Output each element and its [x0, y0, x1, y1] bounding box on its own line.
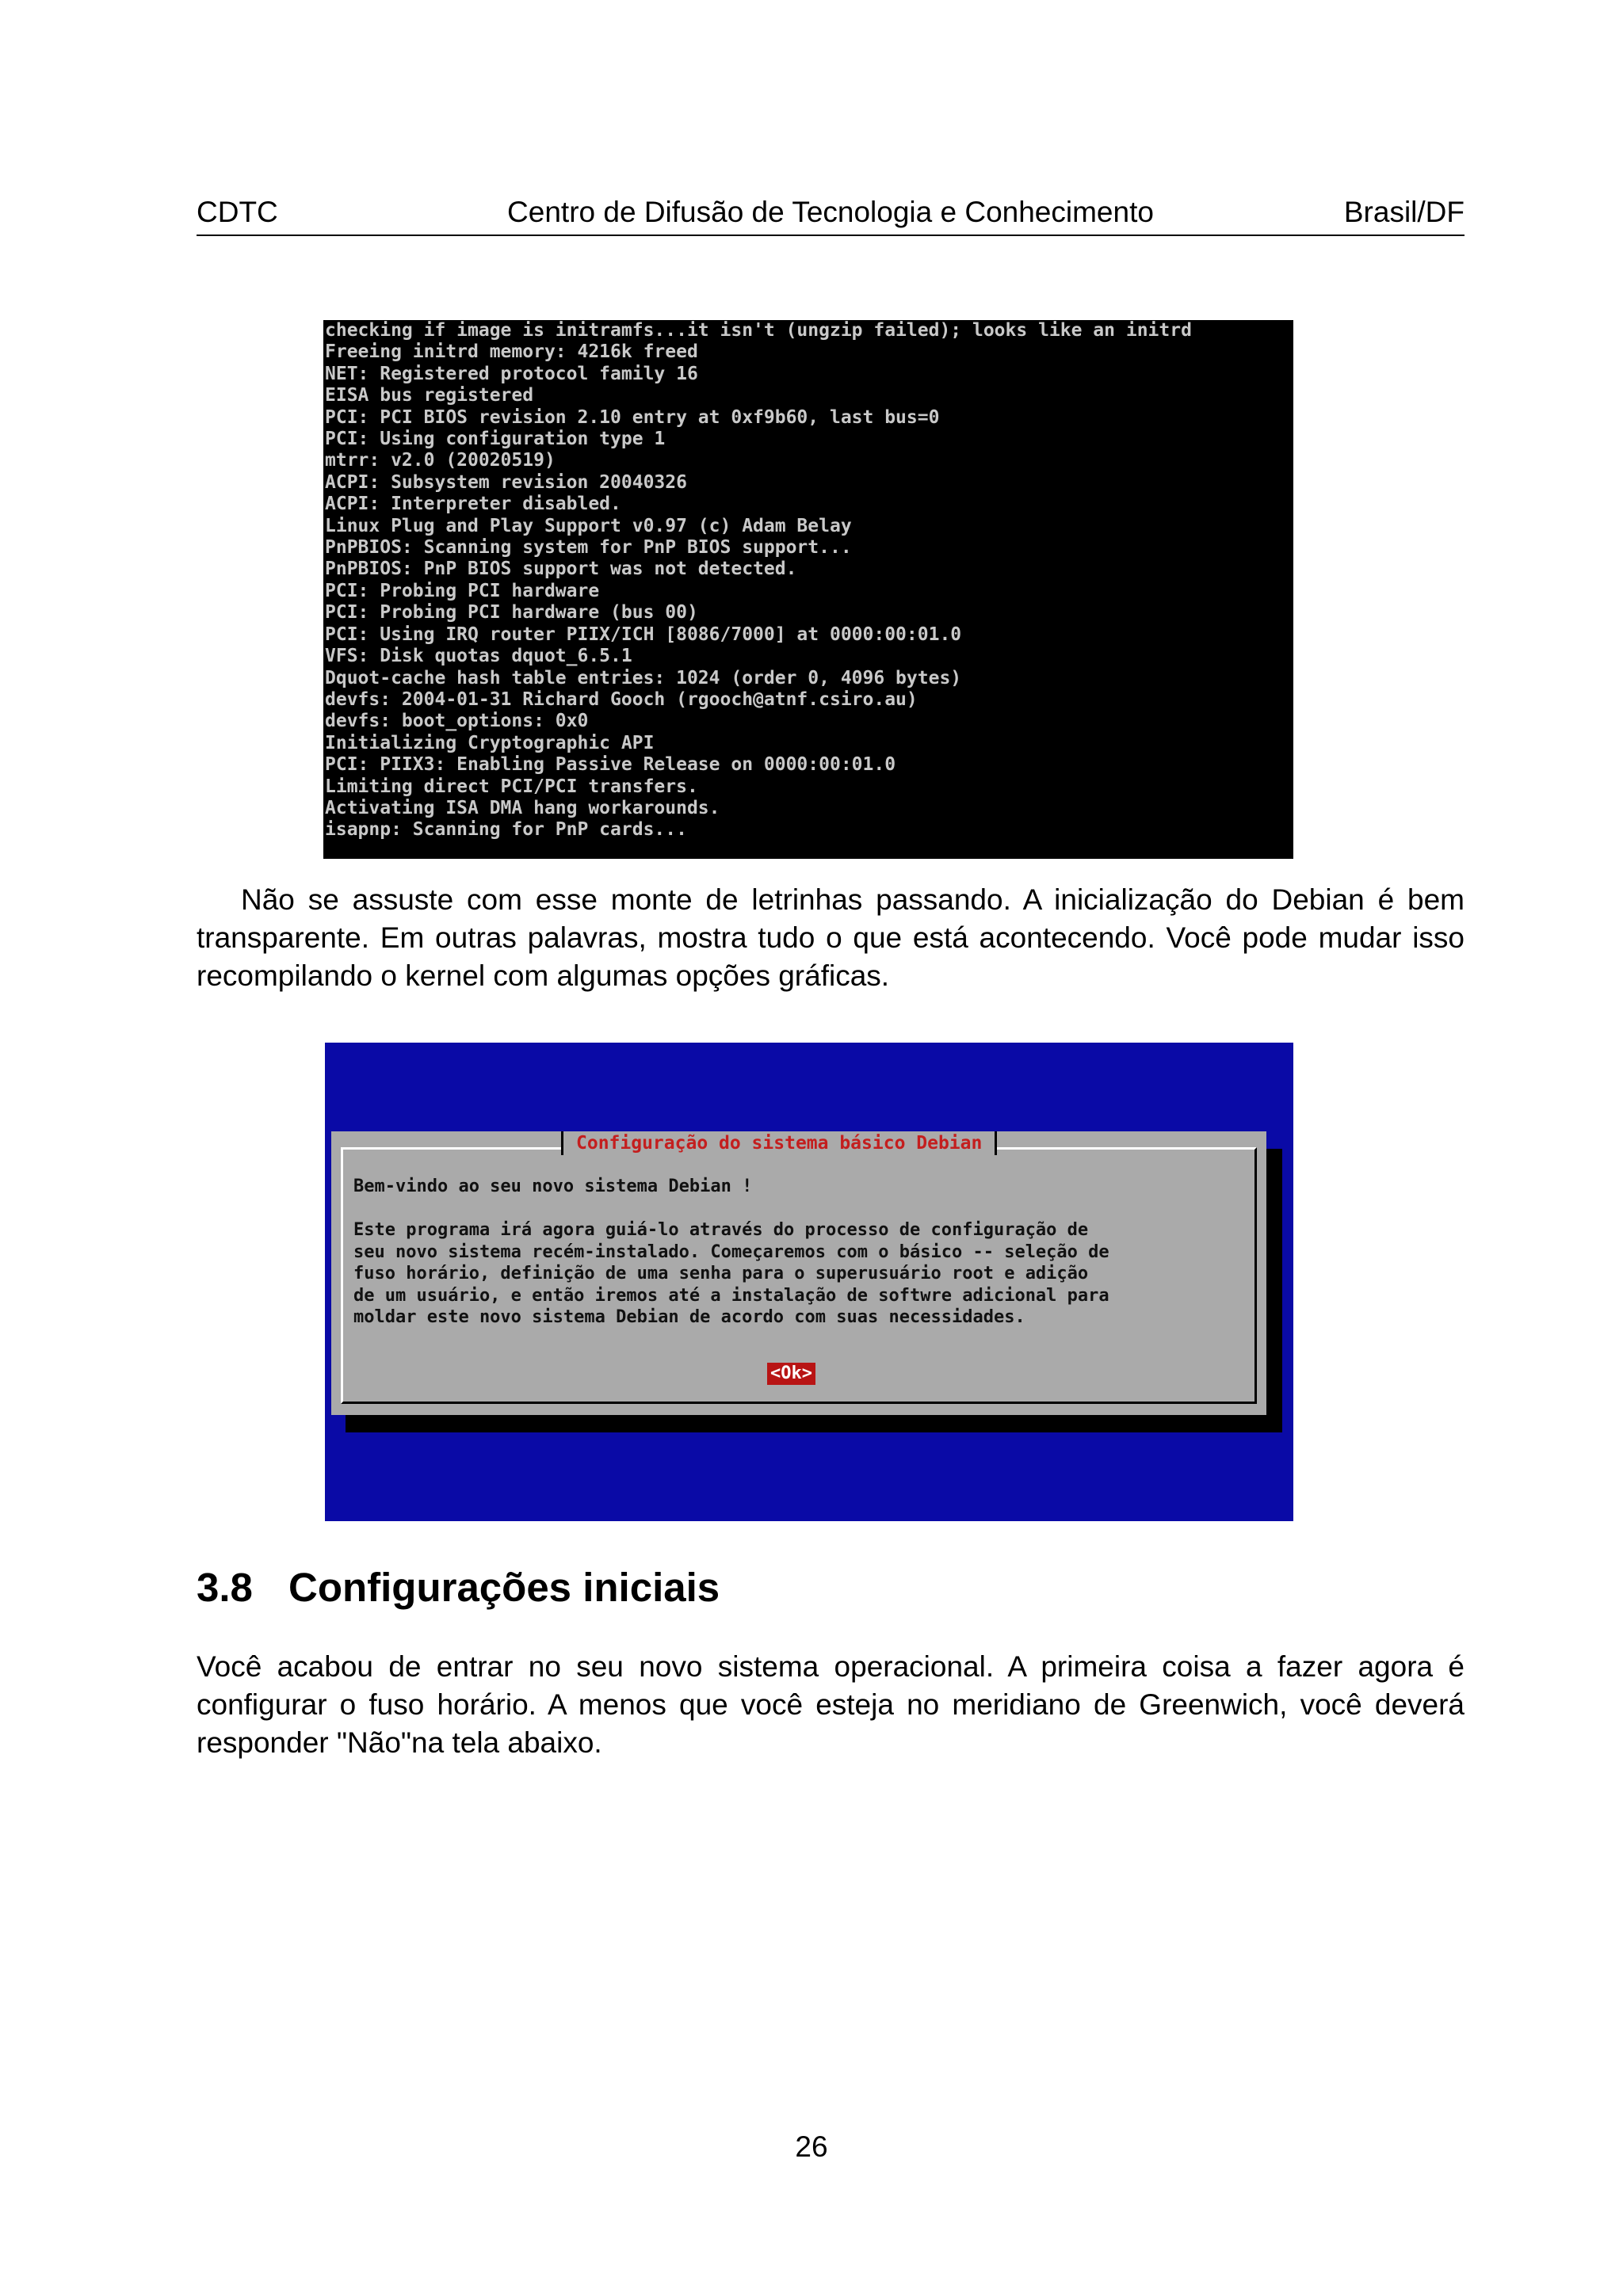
console-line: NET: Registered protocol family 16 [325, 363, 698, 384]
console-line: Freeing initrd memory: 4216k freed [325, 341, 698, 363]
console-line: ACPI: Interpreter disabled. [325, 494, 621, 515]
console-line: PCI: PIIX3: Enabling Passive Release on 0000:00:01.0 [325, 754, 896, 776]
console-line: Activating ISA DMA hang workarounds. [325, 797, 720, 818]
header-left: CDTC [197, 196, 278, 228]
console-line: VFS: Disk quotas dquot_6.5.1 [325, 646, 632, 667]
dialog-spacer [353, 1198, 1257, 1220]
console-line: Limiting direct PCI/PCI transfers. [325, 776, 698, 797]
paragraph-boot-explanation: Não se assuste com esse monte de letrinhas passando. A inicialização do Debian é bem transparente. Em outras palavras, mostra tudo o que está acontecendo. Você pode mudar isso recompilando o kernel com algumas opções gráficas. [197, 883, 1465, 992]
console-line: Initializing Cryptographic API [325, 732, 655, 753]
dialog-line: fuso horário, definição de uma senha para o superusuário root e adição [353, 1264, 1089, 1283]
console-line: PCI: Using IRQ router PIIX/ICH [8086/7000] at 0000:00:01.0 [325, 624, 962, 645]
section-number: 3.8 [197, 1565, 253, 1610]
dialog-line: de um usuário, e então iremos até a instalação de softwre adicional para [353, 1285, 1109, 1306]
page-header [197, 193, 1465, 236]
section-title-text: Configurações iniciais [288, 1565, 720, 1610]
console-line: PnPBIOS: PnP BIOS support was not detected. [325, 559, 797, 580]
console-line: devfs: boot_options: 0x0 [325, 711, 589, 732]
console-line: checking if image is initramfs...it isn't (ungzip failed); looks like an initrd [325, 320, 1192, 341]
console-line: isapnp: Scanning for PnP cards... [325, 819, 687, 841]
console-line: PCI: Using configuration type 1 [325, 429, 666, 450]
console-line: mtrr: v2.0 (20020519) [325, 450, 556, 471]
paragraph-timezone: Você acabou de entrar no seu novo sistema operacional. A primeira coisa a fazer agora é configurar o fuso horário. A menos que você esteja no meridiano de Greenwich, você deverá responder "Não"na tela abaixo. [197, 1650, 1465, 1759]
header-center: Centro de Difusão de Tecnologia e Conhecimento [507, 196, 1154, 228]
console-line: PnPBIOS: Scanning system for PnP BIOS support... [325, 537, 852, 559]
installer-dialog [331, 1131, 1266, 1415]
console-line: Dquot-cache hash table entries: 1024 (order 0, 4096 bytes) [325, 667, 962, 688]
console-line: EISA bus registered [325, 385, 534, 406]
dialog-line: Este programa irá agora guiá-lo através do processo de configuração de [353, 1220, 1089, 1240]
ok-button[interactable]: <Ok> [767, 1363, 815, 1385]
section-heading [197, 1562, 720, 1613]
dialog-line: moldar este novo sistema Debian de acordo com suas necessidades. [353, 1307, 1025, 1327]
debian-installer-screenshot [325, 1043, 1293, 1521]
boot-console-screenshot [323, 320, 1293, 859]
dialog-welcome: Bem-vindo ao seu novo sistema Debian ! [353, 1177, 753, 1196]
console-line: Linux Plug and Play Support v0.97 (c) Adam Belay [325, 515, 852, 536]
dialog-title: Configuração do sistema básico Debian [561, 1131, 997, 1155]
console-line: PCI: Probing PCI hardware [325, 580, 600, 601]
dialog-text [353, 1176, 1257, 1329]
console-line: PCI: PCI BIOS revision 2.10 entry at 0xf9b60, last bus=0 [325, 406, 940, 428]
page-number: 26 [795, 2130, 828, 2163]
console-line: ACPI: Subsystem revision 20040326 [325, 471, 687, 493]
dialog-line: seu novo sistema recém-instalado. Começaremos com o básico -- seleção de [353, 1241, 1109, 1262]
header-right: Brasil/DF [1343, 196, 1465, 228]
console-line: PCI: Probing PCI hardware (bus 00) [325, 602, 698, 624]
console-line: devfs: 2004-01-31 Richard Gooch (rgooch@atnf.csiro.au) [325, 688, 918, 710]
